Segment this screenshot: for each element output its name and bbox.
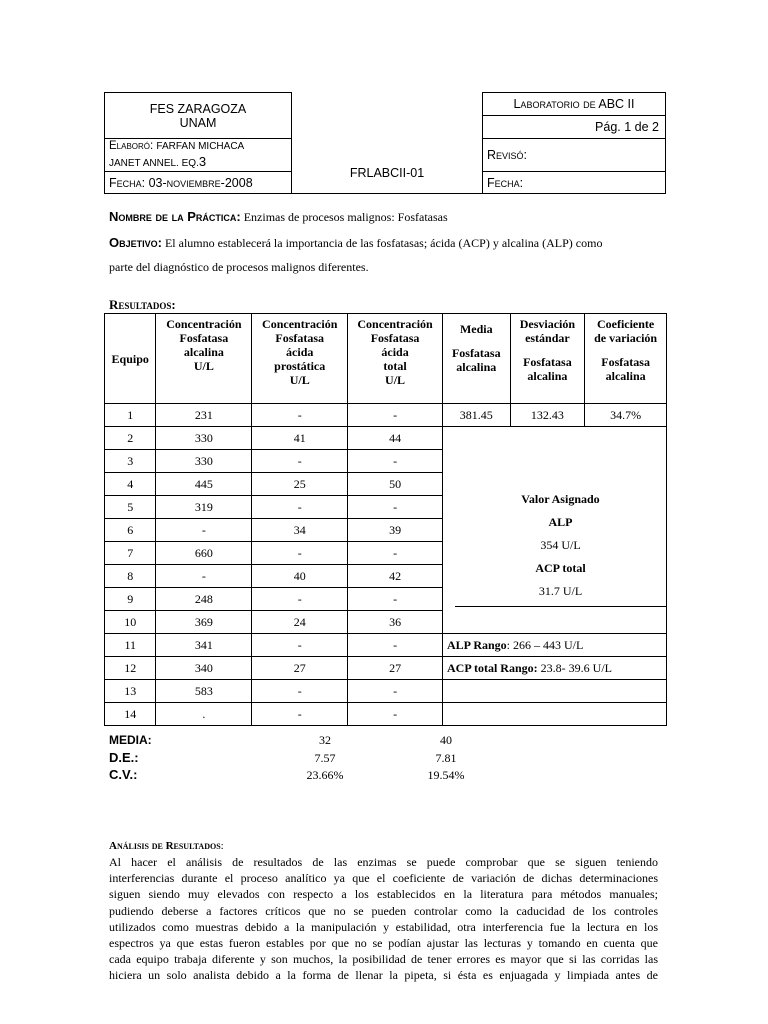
media-col3: 40 xyxy=(440,733,452,747)
institution-line1: FES ZARAGOZA xyxy=(149,101,247,116)
cv-col2: 23.66% xyxy=(306,768,344,782)
table-row: 11 341 - - ALP Rango: 266 – 443 U/L xyxy=(105,634,667,657)
assigned-alp-label: ALP xyxy=(548,515,573,529)
cv-col3: 19.54% xyxy=(427,768,465,782)
fecha-cell xyxy=(105,172,292,194)
table-row: 9 248 - - xyxy=(105,588,667,611)
table-row: 1 231 - - 381.45 132.43 34.7% xyxy=(105,404,667,427)
analysis-title xyxy=(109,840,224,852)
header-col3: Concentración Fosfatasa ácida total U/L xyxy=(348,314,443,404)
acp-range-value: 23.8- 39.6 U/L xyxy=(537,660,612,675)
fecha2-cell xyxy=(483,172,666,194)
results-table xyxy=(104,313,667,726)
objective-line2: parte del diagnóstico de procesos malignos diferentes. xyxy=(109,260,369,274)
cv-label: C.V.: xyxy=(109,767,138,782)
alp-range xyxy=(442,634,666,657)
table-row: 3 330 - - xyxy=(105,450,667,473)
assigned-alp-value: 354 U/L xyxy=(540,538,581,552)
row1-cv: 34.7% xyxy=(585,404,667,427)
header-col4: Media Fosfatasa alcalina xyxy=(442,314,510,404)
elaboro-name1: FARFAN MICHACA xyxy=(156,141,245,152)
table-row: 2 330 41 44 Valor Asignado ALP 354 U/L ACP total 31.7 U/L xyxy=(105,427,667,450)
analysis-paragraph: Al hacer el análisis de resultados de las enzimas se puede comprobar que se siguen teniendo interferencias durante el proceso analítico ya que el coeficiente de variación de dichas determinaciones siguen siendo muy elevados con respecto a los establecidos en la literatura para métodos manuales; pudiendo deberse a factores críticos que no se pueden controlar como la caducidad de los controles utilizados como muestras debido a la manipulación y estabilidad, otra interferencia fue la lectura en los espectros ya que estas fueron estables por que no se podían ajustar las lecturas y tomando en cuenta que cada equipo trabaja diferente y son muchos, la posibilidad de tener errores es mayor que si las corridas las hiciera un solo analista debido a la forma de llenar la pipeta, si ésta es enjuagada y limpiada antes de xyxy=(109,855,658,983)
de-col3: 7.81 xyxy=(435,751,457,765)
fecha-value: 03-noviembre-2008 xyxy=(148,175,253,190)
objective-line1 xyxy=(109,235,602,251)
table-row: 13 583 - - xyxy=(105,680,667,703)
elaboro-name2: JANET ANNEL. EQ. xyxy=(109,158,199,169)
elaboro-cell xyxy=(105,139,292,172)
alp-range-label: ALP Rango xyxy=(446,637,507,652)
reviso-label: Revisó: xyxy=(487,148,528,162)
results-title: Resultados: xyxy=(109,297,176,312)
objective-label: Objetivo: xyxy=(109,235,162,250)
reviso-cell xyxy=(483,139,666,172)
acp-range xyxy=(442,657,666,680)
de-label: D.E.: xyxy=(109,750,139,765)
practice-name-label: Nombre de la Práctica: xyxy=(109,209,241,224)
header-col2: Concentración Fosfatasa ácida prostática U/L xyxy=(252,314,348,404)
assigned-acp-value: 31.7 U/L xyxy=(538,584,583,598)
row1-media: 381.45 xyxy=(442,404,510,427)
table-row: 10 369 24 36 xyxy=(105,611,667,634)
fecha2-label: Fecha: xyxy=(487,175,524,190)
header-col5: Desviación estándar Fosfatasa alcalina xyxy=(510,314,585,404)
table-row: 5 319 - - xyxy=(105,496,667,519)
document-code: FRLABCII-01 xyxy=(349,165,425,180)
analysis-title-text: Análisis de Resultados xyxy=(109,840,221,852)
table-row: 14 . - - xyxy=(105,703,667,726)
objective-text1: El alumno establecerá la importancia de las fosfatasas; ácida (ACP) y alcalina (ALP) como xyxy=(164,236,603,250)
table-row: 8 - 40 42 xyxy=(105,565,667,588)
de-col2: 7.57 xyxy=(314,751,336,765)
elaboro-eq: 3 xyxy=(198,154,207,169)
institution-line2: UNAM xyxy=(179,115,217,130)
row1-de: 132.43 xyxy=(510,404,585,427)
assigned-title: Valor Asignado xyxy=(521,492,600,506)
table-row: 6 - 34 39 xyxy=(105,519,667,542)
institution-cell xyxy=(105,93,292,139)
elaboro-label: Elaboró: xyxy=(109,140,154,152)
header-col1: Concentración Fosfatasa alcalina U/L xyxy=(156,314,252,404)
header-col6: Coeficiente de variación Fosfatasa alcalina xyxy=(585,314,667,404)
acp-range-label: ACP total Rango: xyxy=(446,660,538,675)
media-label: MEDIA: xyxy=(109,733,152,747)
alp-range-value: : 266 – 443 U/L xyxy=(506,637,584,652)
code-cell xyxy=(292,139,483,194)
lab-name: Laboratorio de ABC II xyxy=(483,93,665,116)
media-col2: 32 xyxy=(319,733,331,747)
practice-name-value: Enzimas de procesos malignos: Fosfatasas xyxy=(243,210,448,224)
fecha-label: Fecha: xyxy=(109,175,146,190)
table-row: 7 660 - - xyxy=(105,542,667,565)
table-row: 4 445 25 50 xyxy=(105,473,667,496)
header-equipo: Equipo xyxy=(105,314,156,404)
document-header xyxy=(104,92,666,194)
practice-name xyxy=(109,209,448,225)
assigned-acp-label: ACP total xyxy=(535,561,586,575)
table-row: 12 340 27 27 ACP total Rango: 23.8- 39.6 U/L xyxy=(105,657,667,680)
analysis-title-colon: : xyxy=(220,840,224,852)
assigned-values-box xyxy=(442,427,666,634)
page-number: Pág. 1 de 2 xyxy=(595,120,659,134)
